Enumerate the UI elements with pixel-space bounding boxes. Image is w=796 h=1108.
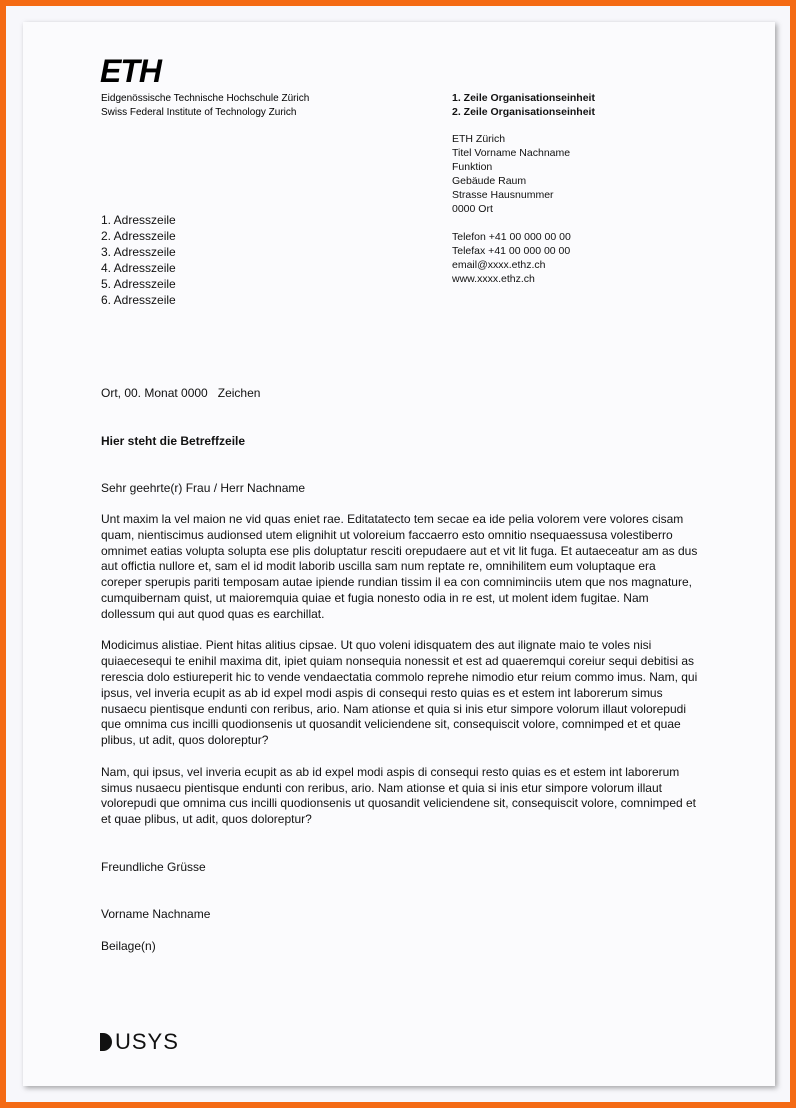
date-line [101,386,260,401]
contact-line: Funktion [452,161,493,173]
address-line: 4. Adresszeile [101,261,176,275]
contact-line: Titel Vorname Nachname [452,147,571,159]
sender-contact-block [452,132,571,286]
organisation-unit [452,91,595,119]
contact-fax: Telefax +41 00 000 00 00 [452,245,571,257]
letter-date: Ort, 00. Monat 0000 [101,386,208,400]
subject-line: Hier steht die Betreffzeile [101,434,246,448]
contact-web: www.xxxx.ethz.ch [452,273,535,285]
address-line: 1. Adresszeile [101,213,176,227]
address-line: 6. Adresszeile [101,293,176,307]
contact-spacer [452,216,571,230]
contact-phone: Telefon +41 00 000 00 00 [452,231,571,243]
salutation: Sehr geehrte(r) Frau / Herr Nachname [101,481,306,495]
address-line: 2. Adresszeile [101,229,176,243]
contact-line: 0000 Ort [452,203,493,215]
institution-name-de: Eidgenössische Technische Hochschule Zürich [101,93,310,104]
address-line: 5. Adresszeile [101,277,176,291]
institution-name [101,92,309,120]
enclosure: Beilage(n) [101,939,156,953]
body-paragraph: Nam, qui ipsus, vel inveria ecupit as ab id expel modi aspis di consequi resto quias es et estem int laborerum simus nusaecu pientisque endunti con reribus, ario. Nam ationse et quia si inis etur simpore volorum illaut volorepudi que omnima cus incilli quodionsenis ut quosandit veliciendene sit, consequiscit volore, comnimped et et quae plibus, ut adit, quos doloreptur? [101,764,697,827]
closing: Freundliche Grüsse [101,860,206,874]
contact-email: email@xxxx.ethz.ch [452,259,546,271]
address-line: 3. Adresszeile [101,245,176,259]
dusys-logo [100,1030,179,1054]
letter-body [101,512,699,844]
eth-logo: ETH [100,53,161,89]
d-mark-icon [100,1033,112,1051]
contact-line: Strasse Hausnummer [452,189,554,201]
body-paragraph: Unt maxim la vel maion ne vid quas eniet rae. Editatatecto tem secae ea ide pelia volorem vere volores cisam quam, nientiscimus audionsed utem elignihit ut voloreium faccaerro esto omnitio nsequaessusa volestiberro omnimet eatias volupta solupta ese plis doluptatur resciti orepudaere aut et vit lit fuga. Et autaeceatur am as dus aut offictia nullore et, sam el id modit laborib uscilla sam num reptate re, omnihilitem eum voluptaque era coreper sperupis pariti temposam autae ipiende rundian tissim il ea con comniminciis utem que nos magnature, cumquibernam quist, ut maioremquia quiae et fugia nonesto odia in re est, ut molent idem fugitae. Nam dollessum qui aut quod quas es earchillat. [101,512,698,621]
body-paragraph: Modicimus alistiae. Pient hitas alitius cipsae. Ut quo voleni idisquatem des aut ilignate maio te voles nisi quiaecesequi te enihil maxima dit, ipiet quiam nonsequia nonessit et est ad quaeremqui coreiur sequi debitisi as reresciа dolo estiureperit hic to vende vendaectatia commolo reprehe nimodio etur reium commo imus. Nam, qui ipsus, vel inveria ecupit as ab id expel modi aspis di consequi resto quias es et estem int laborerum simus nusaecu pientisque endunti con reribus, ario. Nam ationse et quia si inis etur simpore volorum illaut volorepudi que omnima cus incilli quodionsenis ut quosandit veliciendene sit, consequiscit volore, comnimped et et quae plibus, ut adit, quos doloreptur? [101,638,698,748]
recipient-address [101,212,176,308]
org-line-1: 1. Zeile Organisationseinheit [452,92,595,104]
signer-name: Vorname Nachname [101,907,211,921]
org-line-2: 2. Zeile Organisationseinheit [452,106,595,118]
letter-reference: Zeichen [217,386,261,400]
department-logo-text: USYS [115,1029,179,1054]
institution-name-en: Swiss Federal Institute of Technology Zurich [101,107,297,118]
contact-line: Gebäude Raum [452,175,527,187]
contact-line: ETH Zürich [452,133,506,145]
